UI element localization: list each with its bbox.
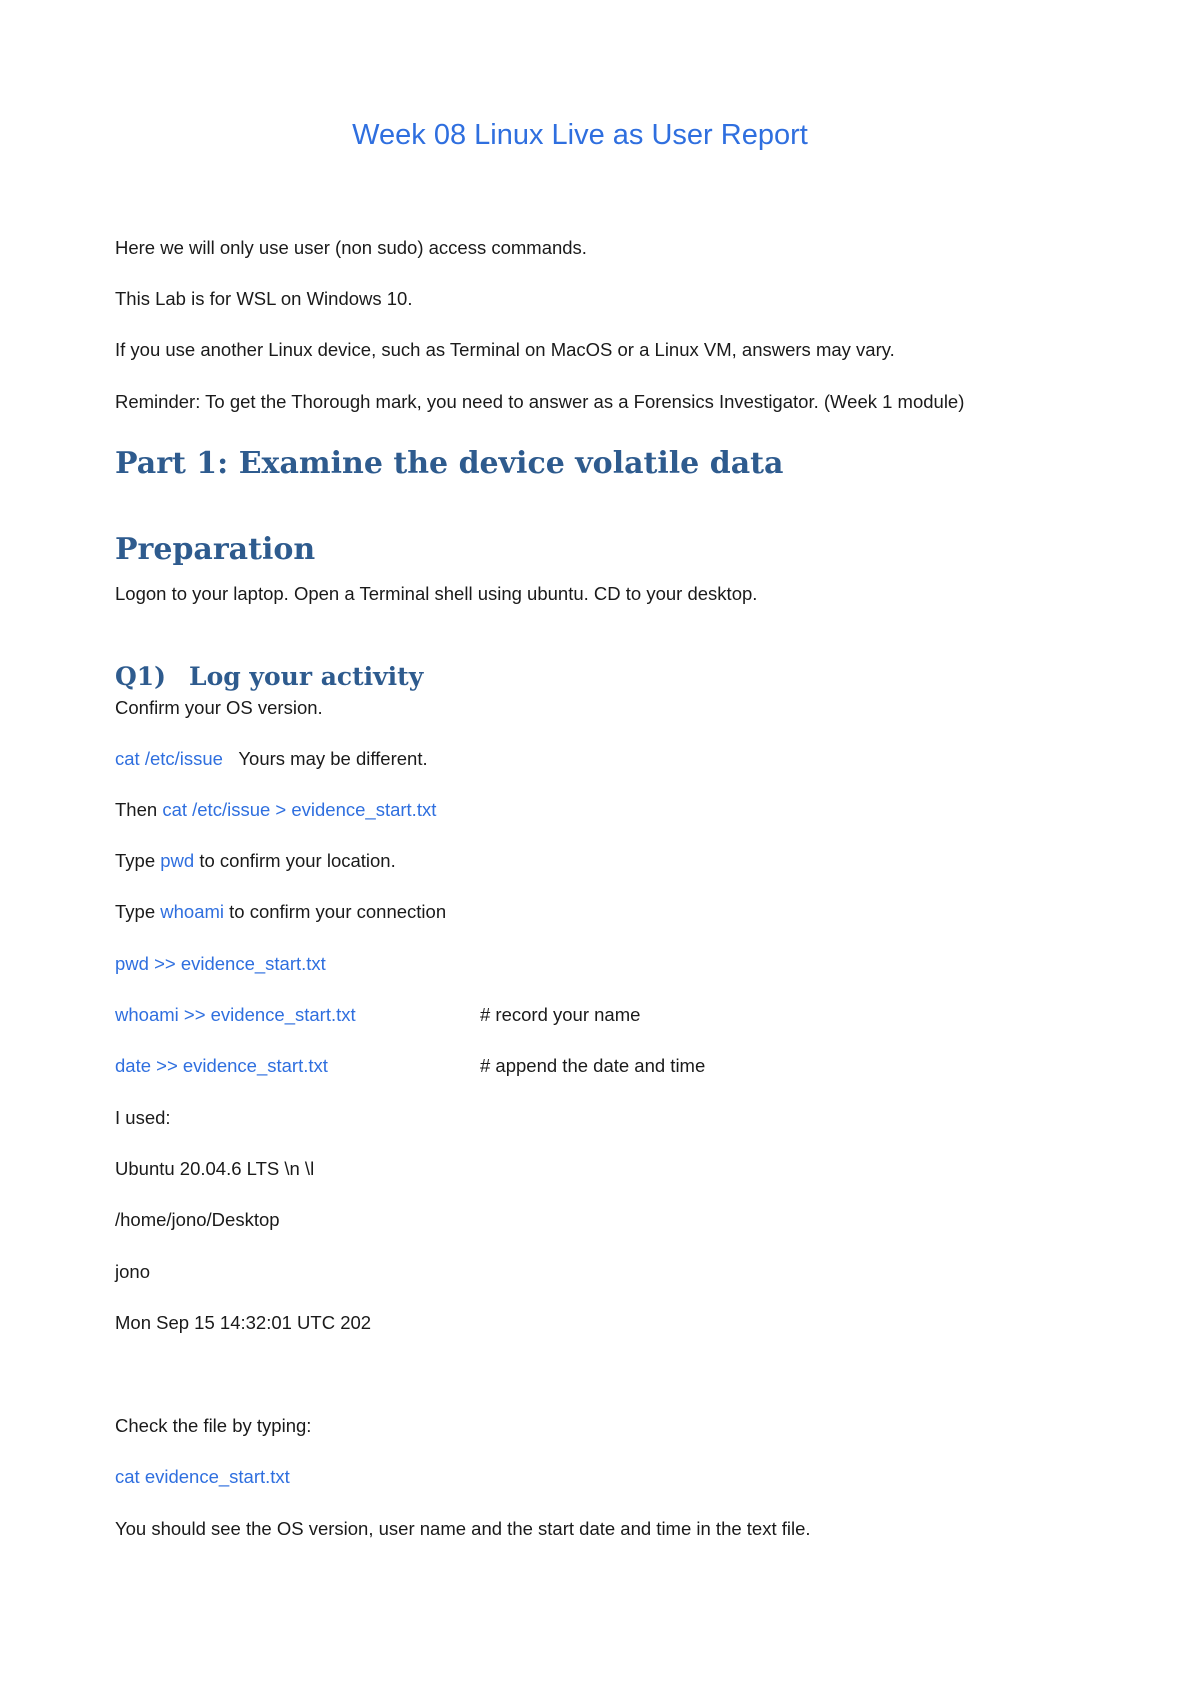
- confirm-os-text: Confirm your OS version.: [115, 697, 323, 718]
- check-text: Check the file by typing:: [115, 1415, 312, 1436]
- date-comment: # append the date and time: [480, 1055, 706, 1076]
- whoami-text: to confirm your connection: [229, 901, 447, 922]
- type-pwd-line: [115, 849, 396, 873]
- used-date: Mon Sep 15 14:32:01 UTC 202: [115, 1312, 372, 1333]
- pwd-append-command: pwd >> evidence_start.txt: [115, 953, 326, 974]
- intro-line-4: Reminder: To get the Thorough mark, you need to answer as a Forensics Investigator. (Week 1 module): [115, 391, 965, 412]
- intro-line-1: Here we will only use user (non sudo) access commands.: [115, 237, 587, 258]
- document-title: Week 08 Linux Live as User Report: [352, 119, 808, 151]
- used-path: /home/jono/Desktop: [115, 1209, 280, 1230]
- used-os: Ubuntu 20.04.6 LTS \n \l: [115, 1158, 315, 1179]
- cat-issue-note: Yours may be different.: [238, 748, 428, 769]
- date-append-command: date >> evidence_start.txt: [115, 1055, 328, 1076]
- pwd-text: to confirm your location.: [199, 850, 396, 871]
- intro-line-2: This Lab is for WSL on Windows 10.: [115, 288, 413, 309]
- pwd-command: pwd: [160, 850, 195, 871]
- then-command: cat /etc/issue > evidence_start.txt: [162, 799, 437, 820]
- q1-heading: [115, 660, 423, 694]
- preparation-heading: Preparation: [115, 532, 316, 567]
- used-label: I used:: [115, 1107, 171, 1128]
- used-user: jono: [115, 1261, 150, 1282]
- whoami-comment: # record your name: [480, 1004, 641, 1025]
- preparation-text: Logon to your laptop. Open a Terminal shell using ubuntu. CD to your desktop.: [115, 583, 758, 604]
- whoami-command: whoami: [160, 901, 224, 922]
- cat-issue-line: [115, 747, 428, 771]
- then-line: [115, 798, 436, 822]
- intro-line-3: If you use another Linux device, such as Terminal on MacOS or a Linux VM, answers may vary.: [115, 339, 895, 360]
- whoami-append-command: whoami >> evidence_start.txt: [115, 1004, 356, 1025]
- then-label: Then: [115, 799, 158, 820]
- type-whoami-line: [115, 900, 446, 924]
- check-command: cat evidence_start.txt: [115, 1466, 290, 1487]
- q1-title: Log your activity: [189, 662, 424, 691]
- type-label: Type: [115, 901, 156, 922]
- expect-text: You should see the OS version, user name and the start date and time in the text file.: [115, 1518, 811, 1539]
- q1-number: Q1): [115, 662, 167, 691]
- cat-issue-command: cat /etc/issue: [115, 748, 223, 769]
- type-label: Type: [115, 850, 156, 871]
- part1-heading: Part 1: Examine the device volatile data: [115, 446, 784, 481]
